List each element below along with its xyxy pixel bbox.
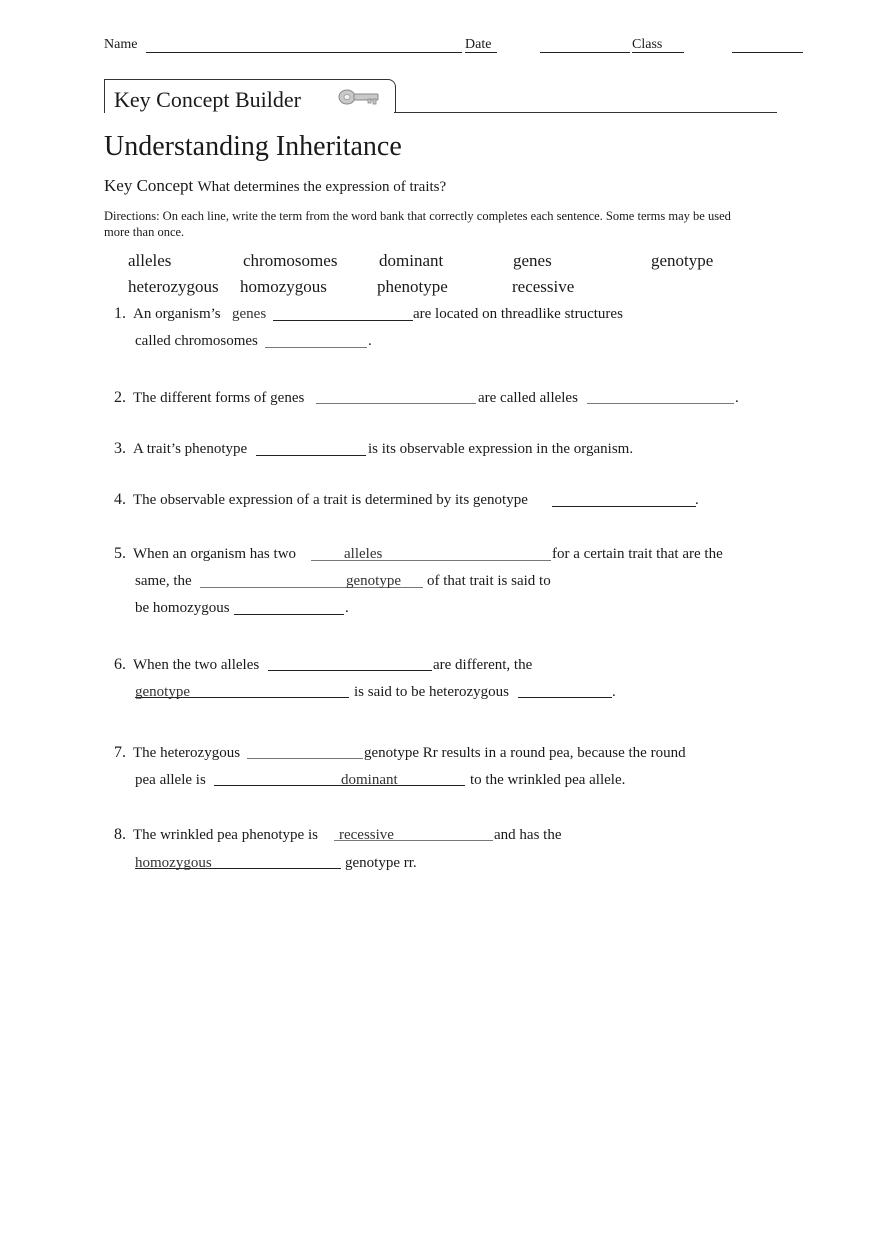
question-text: same, the bbox=[135, 573, 192, 589]
directions: Directions: On each line, write the term from the word bank that correctly completes each sentence. Some terms may be used more than once. bbox=[104, 209, 731, 239]
question-text: is said to be heterozygous bbox=[354, 684, 509, 700]
question-text: for a certain trait that are the bbox=[552, 546, 723, 562]
banner-rule bbox=[394, 112, 777, 113]
name-label: Name bbox=[104, 37, 138, 52]
answer-blank[interactable] bbox=[268, 670, 432, 671]
word-bank-item: homozygous bbox=[240, 277, 327, 296]
word-bank-item: alleles bbox=[128, 251, 172, 270]
date-label-underline bbox=[465, 52, 497, 53]
word-bank-item: genotype bbox=[651, 251, 714, 270]
answer-text: genes bbox=[232, 306, 267, 322]
question-text: When the two alleles bbox=[133, 657, 260, 673]
answer-text: recessive bbox=[339, 827, 394, 843]
answer-text: genotype bbox=[346, 573, 401, 589]
date-field[interactable] bbox=[540, 52, 630, 53]
answer-blank[interactable] bbox=[587, 403, 734, 404]
question-text: are located on threadlike structures bbox=[413, 306, 623, 322]
question-number: 2. bbox=[114, 389, 126, 406]
question-text: The different forms of genes bbox=[133, 390, 305, 406]
question-text: is its observable expression in the organism. bbox=[368, 441, 634, 457]
question-text: are different, the bbox=[433, 657, 533, 673]
question-text: An organism’s bbox=[133, 306, 221, 322]
answer-blank[interactable] bbox=[316, 403, 476, 404]
question-text: and has the bbox=[494, 827, 562, 843]
key-concept-question: What determines the expression of traits? bbox=[197, 179, 447, 195]
class-field[interactable] bbox=[732, 52, 803, 53]
answer-blank[interactable] bbox=[234, 614, 344, 615]
question-text: genotype rr. bbox=[345, 855, 417, 871]
word-bank-item: phenotype bbox=[377, 277, 448, 296]
word-bank-item: heterozygous bbox=[128, 277, 219, 296]
answer-text: homozygous bbox=[135, 855, 212, 871]
answer-blank[interactable] bbox=[214, 785, 465, 786]
name-field[interactable] bbox=[146, 52, 462, 53]
question-text: . bbox=[735, 390, 739, 406]
answer-text: genotype bbox=[135, 684, 190, 700]
question-text: The observable expression of a trait is determined by its genotype bbox=[133, 492, 528, 508]
question-number: 3. bbox=[114, 440, 126, 457]
word-bank-item: chromosomes bbox=[243, 251, 338, 270]
question-number: 1. bbox=[114, 305, 126, 322]
question-text: The heterozygous bbox=[133, 745, 241, 761]
question-text: be homozygous bbox=[135, 600, 230, 616]
class-label: Class bbox=[632, 37, 663, 52]
page-title: Understanding Inheritance bbox=[104, 131, 402, 162]
word-bank-item: recessive bbox=[512, 277, 575, 296]
question-text: The wrinkled pea phenotype is bbox=[133, 827, 318, 843]
answer-blank[interactable] bbox=[265, 347, 367, 348]
question-text: are called alleles bbox=[478, 390, 578, 406]
key-concept bbox=[104, 176, 446, 196]
key-concept-label: Key Concept bbox=[104, 176, 194, 195]
question-number: 7. bbox=[114, 744, 126, 761]
question-text: . bbox=[695, 492, 699, 508]
question-text: When an organism has two bbox=[133, 546, 297, 562]
question-text: of that trait is said to bbox=[427, 573, 551, 589]
answer-text: dominant bbox=[341, 772, 398, 788]
banner-title: Key Concept Builder bbox=[114, 87, 301, 112]
question-text: . bbox=[345, 600, 349, 616]
class-label-underline bbox=[632, 52, 684, 53]
answer-blank[interactable] bbox=[256, 455, 366, 456]
question-text: . bbox=[368, 333, 372, 349]
answer-text: alleles bbox=[344, 546, 383, 562]
question-number: 8. bbox=[114, 826, 126, 843]
question-text: . bbox=[612, 684, 616, 700]
answer-blank[interactable] bbox=[518, 697, 612, 698]
question-text: to the wrinkled pea allele. bbox=[470, 772, 626, 788]
question-text: called chromosomes bbox=[135, 333, 258, 349]
answer-blank[interactable] bbox=[247, 758, 363, 759]
key-icon bbox=[338, 88, 380, 106]
answer-blank[interactable] bbox=[552, 506, 696, 507]
answer-blank[interactable] bbox=[273, 320, 413, 321]
word-bank-item: genes bbox=[513, 251, 552, 270]
question-number: 5. bbox=[114, 545, 126, 562]
question-text: genotype Rr results in a round pea, because the round bbox=[364, 745, 686, 761]
question-text: A trait’s phenotype bbox=[133, 441, 248, 457]
date-label: Date bbox=[465, 37, 492, 52]
question-text: pea allele is bbox=[135, 772, 206, 788]
question-number: 4. bbox=[114, 491, 126, 508]
word-bank-item: dominant bbox=[379, 251, 444, 270]
question-number: 6. bbox=[114, 656, 126, 673]
